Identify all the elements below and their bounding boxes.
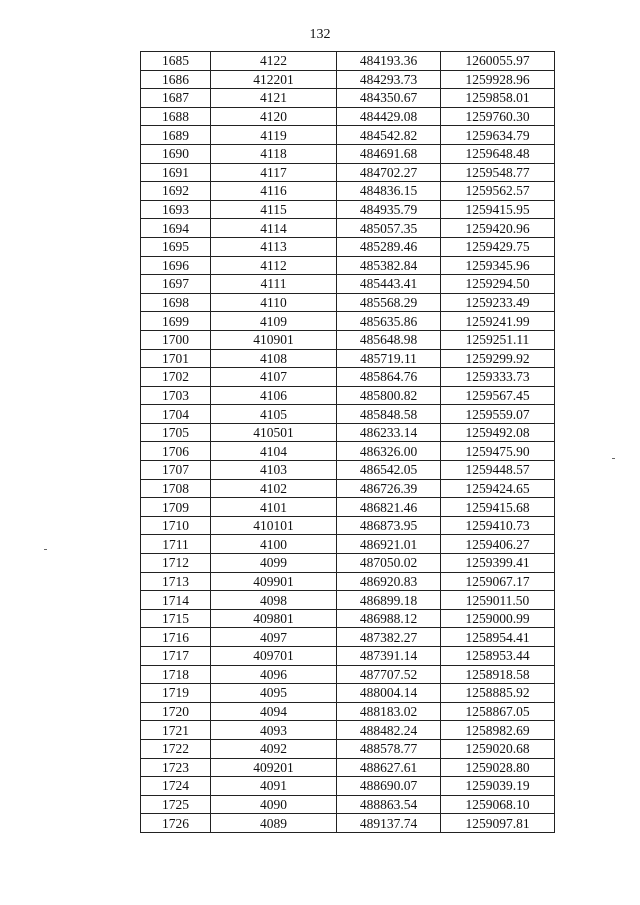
x-coordinate-cell: 488482.24 bbox=[337, 721, 441, 740]
point-id-cell: 4115 bbox=[211, 200, 337, 219]
x-coordinate-cell: 484542.82 bbox=[337, 126, 441, 145]
y-coordinate-cell: 1259415.68 bbox=[441, 498, 555, 517]
y-coordinate-cell: 1259424.65 bbox=[441, 479, 555, 498]
row-number-cell: 1719 bbox=[141, 684, 211, 703]
x-coordinate-cell: 484702.27 bbox=[337, 163, 441, 182]
point-id-cell: 4089 bbox=[211, 814, 337, 833]
y-coordinate-cell: 1258885.92 bbox=[441, 684, 555, 703]
table-row bbox=[141, 814, 555, 833]
x-coordinate-cell: 486821.46 bbox=[337, 498, 441, 517]
x-coordinate-cell: 484193.36 bbox=[337, 52, 441, 71]
table-row bbox=[141, 107, 555, 126]
point-id-cell: 4092 bbox=[211, 739, 337, 758]
row-number-cell: 1703 bbox=[141, 386, 211, 405]
x-coordinate-cell: 488690.07 bbox=[337, 777, 441, 796]
y-coordinate-cell: 1259299.92 bbox=[441, 349, 555, 368]
point-id-cell: 4113 bbox=[211, 237, 337, 256]
table-row bbox=[141, 386, 555, 405]
point-id-cell: 4093 bbox=[211, 721, 337, 740]
y-coordinate-cell: 1259039.19 bbox=[441, 777, 555, 796]
table-row bbox=[141, 442, 555, 461]
y-coordinate-cell: 1259410.73 bbox=[441, 516, 555, 535]
point-id-cell: 410101 bbox=[211, 516, 337, 535]
row-number-cell: 1723 bbox=[141, 758, 211, 777]
row-number-cell: 1707 bbox=[141, 461, 211, 480]
row-number-cell: 1705 bbox=[141, 423, 211, 442]
x-coordinate-cell: 487382.27 bbox=[337, 628, 441, 647]
row-number-cell: 1691 bbox=[141, 163, 211, 182]
y-coordinate-cell: 1258982.69 bbox=[441, 721, 555, 740]
table-row bbox=[141, 219, 555, 238]
point-id-cell: 4098 bbox=[211, 591, 337, 610]
table-row bbox=[141, 126, 555, 145]
point-id-cell: 4099 bbox=[211, 554, 337, 573]
table-row bbox=[141, 275, 555, 294]
row-number-cell: 1708 bbox=[141, 479, 211, 498]
table-row bbox=[141, 52, 555, 71]
row-number-cell: 1714 bbox=[141, 591, 211, 610]
x-coordinate-cell: 484836.15 bbox=[337, 182, 441, 201]
row-number-cell: 1704 bbox=[141, 405, 211, 424]
x-coordinate-cell: 485443.41 bbox=[337, 275, 441, 294]
y-coordinate-cell: 1258867.05 bbox=[441, 702, 555, 721]
table-body bbox=[141, 52, 555, 833]
point-id-cell: 4109 bbox=[211, 312, 337, 331]
x-coordinate-cell: 488578.77 bbox=[337, 739, 441, 758]
table-row bbox=[141, 144, 555, 163]
table-row bbox=[141, 405, 555, 424]
y-coordinate-cell: 1259928.96 bbox=[441, 70, 555, 89]
point-id-cell: 4110 bbox=[211, 293, 337, 312]
table-row bbox=[141, 609, 555, 628]
row-number-cell: 1699 bbox=[141, 312, 211, 331]
row-number-cell: 1690 bbox=[141, 144, 211, 163]
y-coordinate-cell: 1259760.30 bbox=[441, 107, 555, 126]
x-coordinate-cell: 488004.14 bbox=[337, 684, 441, 703]
row-number-cell: 1695 bbox=[141, 237, 211, 256]
point-id-cell: 4108 bbox=[211, 349, 337, 368]
table-row bbox=[141, 684, 555, 703]
point-id-cell: 4091 bbox=[211, 777, 337, 796]
y-coordinate-cell: 1260055.97 bbox=[441, 52, 555, 71]
row-number-cell: 1694 bbox=[141, 219, 211, 238]
table-row bbox=[141, 312, 555, 331]
table-row bbox=[141, 349, 555, 368]
x-coordinate-cell: 486921.01 bbox=[337, 535, 441, 554]
table-row bbox=[141, 163, 555, 182]
x-coordinate-cell: 485800.82 bbox=[337, 386, 441, 405]
point-id-cell: 4121 bbox=[211, 89, 337, 108]
point-id-cell: 412201 bbox=[211, 70, 337, 89]
table-row bbox=[141, 200, 555, 219]
table-row bbox=[141, 739, 555, 758]
table-row bbox=[141, 702, 555, 721]
table-row bbox=[141, 479, 555, 498]
point-id-cell: 4105 bbox=[211, 405, 337, 424]
x-coordinate-cell: 486873.95 bbox=[337, 516, 441, 535]
x-coordinate-cell: 485635.86 bbox=[337, 312, 441, 331]
table-row bbox=[141, 498, 555, 517]
row-number-cell: 1689 bbox=[141, 126, 211, 145]
row-number-cell: 1698 bbox=[141, 293, 211, 312]
scan-speck bbox=[612, 458, 615, 459]
y-coordinate-cell: 1259233.49 bbox=[441, 293, 555, 312]
y-coordinate-cell: 1258954.41 bbox=[441, 628, 555, 647]
row-number-cell: 1688 bbox=[141, 107, 211, 126]
x-coordinate-cell: 484350.67 bbox=[337, 89, 441, 108]
row-number-cell: 1701 bbox=[141, 349, 211, 368]
y-coordinate-cell: 1259475.90 bbox=[441, 442, 555, 461]
point-id-cell: 410901 bbox=[211, 330, 337, 349]
point-id-cell: 4095 bbox=[211, 684, 337, 703]
table-row bbox=[141, 777, 555, 796]
y-coordinate-cell: 1259399.41 bbox=[441, 554, 555, 573]
table-row bbox=[141, 423, 555, 442]
y-coordinate-cell: 1259448.57 bbox=[441, 461, 555, 480]
point-id-cell: 4107 bbox=[211, 368, 337, 387]
point-id-cell: 4094 bbox=[211, 702, 337, 721]
point-id-cell: 409901 bbox=[211, 572, 337, 591]
row-number-cell: 1706 bbox=[141, 442, 211, 461]
row-number-cell: 1725 bbox=[141, 795, 211, 814]
row-number-cell: 1724 bbox=[141, 777, 211, 796]
point-id-cell: 4112 bbox=[211, 256, 337, 275]
row-number-cell: 1686 bbox=[141, 70, 211, 89]
x-coordinate-cell: 484935.79 bbox=[337, 200, 441, 219]
row-number-cell: 1717 bbox=[141, 647, 211, 666]
x-coordinate-cell: 486920.83 bbox=[337, 572, 441, 591]
table-row bbox=[141, 516, 555, 535]
point-id-cell: 409801 bbox=[211, 609, 337, 628]
row-number-cell: 1710 bbox=[141, 516, 211, 535]
row-number-cell: 1715 bbox=[141, 609, 211, 628]
point-id-cell: 409201 bbox=[211, 758, 337, 777]
y-coordinate-cell: 1259241.99 bbox=[441, 312, 555, 331]
table-row bbox=[141, 293, 555, 312]
point-id-cell: 4101 bbox=[211, 498, 337, 517]
y-coordinate-cell: 1259294.50 bbox=[441, 275, 555, 294]
table-row bbox=[141, 554, 555, 573]
table-row bbox=[141, 795, 555, 814]
y-coordinate-cell: 1259415.95 bbox=[441, 200, 555, 219]
y-coordinate-cell: 1258918.58 bbox=[441, 665, 555, 684]
y-coordinate-cell: 1259559.07 bbox=[441, 405, 555, 424]
y-coordinate-cell: 1259858.01 bbox=[441, 89, 555, 108]
table-row bbox=[141, 368, 555, 387]
row-number-cell: 1697 bbox=[141, 275, 211, 294]
x-coordinate-cell: 488863.54 bbox=[337, 795, 441, 814]
y-coordinate-cell: 1259028.80 bbox=[441, 758, 555, 777]
x-coordinate-cell: 485864.76 bbox=[337, 368, 441, 387]
point-id-cell: 4111 bbox=[211, 275, 337, 294]
table-row bbox=[141, 758, 555, 777]
page-number: 132 bbox=[309, 27, 331, 42]
row-number-cell: 1721 bbox=[141, 721, 211, 740]
x-coordinate-cell: 484293.73 bbox=[337, 70, 441, 89]
row-number-cell: 1709 bbox=[141, 498, 211, 517]
row-number-cell: 1693 bbox=[141, 200, 211, 219]
x-coordinate-cell: 485568.29 bbox=[337, 293, 441, 312]
x-coordinate-cell: 484429.08 bbox=[337, 107, 441, 126]
row-number-cell: 1713 bbox=[141, 572, 211, 591]
point-id-cell: 4102 bbox=[211, 479, 337, 498]
y-coordinate-cell: 1259567.45 bbox=[441, 386, 555, 405]
point-id-cell: 4100 bbox=[211, 535, 337, 554]
point-id-cell: 4106 bbox=[211, 386, 337, 405]
table-row bbox=[141, 330, 555, 349]
table-row bbox=[141, 572, 555, 591]
point-id-cell: 4114 bbox=[211, 219, 337, 238]
table-row bbox=[141, 628, 555, 647]
point-id-cell: 4122 bbox=[211, 52, 337, 71]
x-coordinate-cell: 486233.14 bbox=[337, 423, 441, 442]
row-number-cell: 1685 bbox=[141, 52, 211, 71]
x-coordinate-cell: 485382.84 bbox=[337, 256, 441, 275]
y-coordinate-cell: 1259067.17 bbox=[441, 572, 555, 591]
y-coordinate-cell: 1259333.73 bbox=[441, 368, 555, 387]
x-coordinate-cell: 486726.39 bbox=[337, 479, 441, 498]
y-coordinate-cell: 1259011.50 bbox=[441, 591, 555, 610]
x-coordinate-cell: 489137.74 bbox=[337, 814, 441, 833]
point-id-cell: 4097 bbox=[211, 628, 337, 647]
coordinates-table bbox=[140, 51, 555, 833]
point-id-cell: 4117 bbox=[211, 163, 337, 182]
table-row bbox=[141, 647, 555, 666]
point-id-cell: 410501 bbox=[211, 423, 337, 442]
x-coordinate-cell: 485848.58 bbox=[337, 405, 441, 424]
y-coordinate-cell: 1259406.27 bbox=[441, 535, 555, 554]
row-number-cell: 1718 bbox=[141, 665, 211, 684]
x-coordinate-cell: 486988.12 bbox=[337, 609, 441, 628]
x-coordinate-cell: 486899.18 bbox=[337, 591, 441, 610]
point-id-cell: 4103 bbox=[211, 461, 337, 480]
y-coordinate-cell: 1259562.57 bbox=[441, 182, 555, 201]
point-id-cell: 4104 bbox=[211, 442, 337, 461]
x-coordinate-cell: 485289.46 bbox=[337, 237, 441, 256]
y-coordinate-cell: 1259068.10 bbox=[441, 795, 555, 814]
table-row bbox=[141, 591, 555, 610]
y-coordinate-cell: 1259000.99 bbox=[441, 609, 555, 628]
y-coordinate-cell: 1258953.44 bbox=[441, 647, 555, 666]
y-coordinate-cell: 1259345.96 bbox=[441, 256, 555, 275]
x-coordinate-cell: 485057.35 bbox=[337, 219, 441, 238]
point-id-cell: 4120 bbox=[211, 107, 337, 126]
x-coordinate-cell: 486542.05 bbox=[337, 461, 441, 480]
row-number-cell: 1720 bbox=[141, 702, 211, 721]
x-coordinate-cell: 485648.98 bbox=[337, 330, 441, 349]
table-row bbox=[141, 461, 555, 480]
y-coordinate-cell: 1259548.77 bbox=[441, 163, 555, 182]
point-id-cell: 4119 bbox=[211, 126, 337, 145]
y-coordinate-cell: 1259492.08 bbox=[441, 423, 555, 442]
table-row bbox=[141, 70, 555, 89]
row-number-cell: 1700 bbox=[141, 330, 211, 349]
table-row bbox=[141, 89, 555, 108]
x-coordinate-cell: 487707.52 bbox=[337, 665, 441, 684]
row-number-cell: 1711 bbox=[141, 535, 211, 554]
point-id-cell: 4090 bbox=[211, 795, 337, 814]
row-number-cell: 1702 bbox=[141, 368, 211, 387]
x-coordinate-cell: 486326.00 bbox=[337, 442, 441, 461]
x-coordinate-cell: 485719.11 bbox=[337, 349, 441, 368]
y-coordinate-cell: 1259648.48 bbox=[441, 144, 555, 163]
point-id-cell: 409701 bbox=[211, 647, 337, 666]
y-coordinate-cell: 1259251.11 bbox=[441, 330, 555, 349]
x-coordinate-cell: 484691.68 bbox=[337, 144, 441, 163]
row-number-cell: 1722 bbox=[141, 739, 211, 758]
x-coordinate-cell: 487050.02 bbox=[337, 554, 441, 573]
row-number-cell: 1692 bbox=[141, 182, 211, 201]
table-row bbox=[141, 721, 555, 740]
x-coordinate-cell: 488183.02 bbox=[337, 702, 441, 721]
row-number-cell: 1687 bbox=[141, 89, 211, 108]
y-coordinate-cell: 1259429.75 bbox=[441, 237, 555, 256]
scan-speck bbox=[44, 549, 47, 550]
table-row bbox=[141, 535, 555, 554]
point-id-cell: 4116 bbox=[211, 182, 337, 201]
row-number-cell: 1712 bbox=[141, 554, 211, 573]
point-id-cell: 4096 bbox=[211, 665, 337, 684]
row-number-cell: 1716 bbox=[141, 628, 211, 647]
x-coordinate-cell: 487391.14 bbox=[337, 647, 441, 666]
table-row bbox=[141, 182, 555, 201]
table-row bbox=[141, 665, 555, 684]
table-row bbox=[141, 237, 555, 256]
row-number-cell: 1696 bbox=[141, 256, 211, 275]
y-coordinate-cell: 1259020.68 bbox=[441, 739, 555, 758]
y-coordinate-cell: 1259634.79 bbox=[441, 126, 555, 145]
table-row bbox=[141, 256, 555, 275]
x-coordinate-cell: 488627.61 bbox=[337, 758, 441, 777]
row-number-cell: 1726 bbox=[141, 814, 211, 833]
point-id-cell: 4118 bbox=[211, 144, 337, 163]
y-coordinate-cell: 1259420.96 bbox=[441, 219, 555, 238]
y-coordinate-cell: 1259097.81 bbox=[441, 814, 555, 833]
